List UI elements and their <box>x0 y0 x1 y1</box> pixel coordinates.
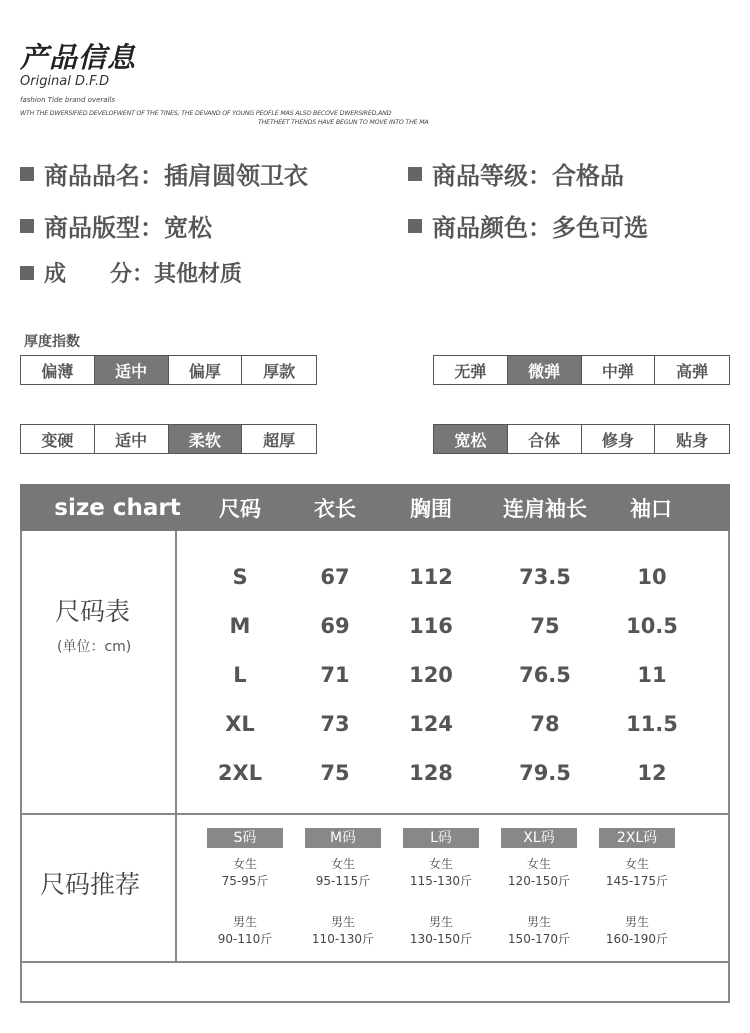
male-label: 男生 <box>624 915 649 929</box>
option-no-stretch: 无弹 <box>434 356 508 384</box>
female-weight-range: 145-175斤 <box>605 874 669 888</box>
table-cell: 79.5 <box>519 761 571 785</box>
table-cell: 69 <box>320 614 350 638</box>
option-slim: 修身 <box>582 425 656 453</box>
table-cell: 124 <box>409 712 453 736</box>
table-cell: 73.5 <box>519 565 571 589</box>
female-weight-range: 120-150斤 <box>507 874 571 888</box>
info-value: 多色可选 <box>552 214 648 242</box>
bullet-square-icon <box>408 167 422 181</box>
column-header-chest: 胸围 <box>410 496 452 521</box>
option-soft: 柔软 <box>169 425 243 453</box>
female-label: 女生 <box>526 857 551 871</box>
option-tight: 贴身 <box>676 430 709 450</box>
table-cell: 11.5 <box>626 712 678 736</box>
size-table-unit: (单位：cm) <box>57 639 132 655</box>
info-value: 插肩圆领卫衣 <box>164 162 308 190</box>
option-moderate: 适中 <box>95 425 169 453</box>
male-label: 男生 <box>428 915 453 929</box>
option-high-stretch: 高弹 <box>676 361 709 381</box>
info-product-grade <box>408 156 624 191</box>
table-cell: XL <box>225 712 255 736</box>
bullet-square-icon <box>408 219 422 233</box>
size-recommend-title: 尺码推荐 <box>40 870 141 899</box>
info-product-name <box>20 156 308 191</box>
info-separator: ： <box>528 214 552 242</box>
option-very-thick: 厚款 <box>263 361 296 381</box>
table-cell: 75 <box>320 761 350 785</box>
table-cell: L <box>233 663 247 687</box>
female-weight-range: 75-95斤 <box>221 874 269 888</box>
male-weight-range: 110-130斤 <box>311 932 375 946</box>
table-cell: 11 <box>637 663 667 687</box>
info-separator: ： <box>132 262 155 287</box>
size-chart-header <box>20 484 730 531</box>
brand-description-line-1: WTH THE DWERSIFIED DEVELOFWENT OF THE TINES, THE DEVAND OF YOUNG PEOFLE MAS ALSO BECOVE DWERSIRED,AND <box>20 110 392 117</box>
option-group-softness <box>20 424 317 454</box>
female-label: 女生 <box>624 857 649 871</box>
size-badge: XL码 <box>501 828 577 848</box>
table-cell: 10 <box>637 565 667 589</box>
size-table-title: 尺码表 <box>55 597 131 626</box>
table-cell: 75 <box>530 614 560 638</box>
info-separator: ： <box>528 162 552 190</box>
male-label: 男生 <box>232 915 257 929</box>
size-badge: 2XL码 <box>599 828 675 848</box>
info-label: 商品版型 <box>44 214 140 242</box>
female-weight-range: 95-115斤 <box>315 874 371 888</box>
table-cell: S <box>232 565 248 589</box>
info-value: 其他材质 <box>154 262 243 287</box>
table-cell: 78 <box>530 712 560 736</box>
female-label: 女生 <box>232 857 257 871</box>
info-label: 商品品名 <box>44 162 140 190</box>
table-cell: 128 <box>409 761 453 785</box>
info-separator: ： <box>140 214 164 242</box>
bullet-square-icon <box>20 266 34 280</box>
brand-description-line-2: THETHEET THENDS HAVE BEGUN TO MOVE INTO THE MA <box>258 119 429 126</box>
bullet-square-icon <box>20 167 34 181</box>
table-cell: 120 <box>409 663 453 687</box>
male-label: 男生 <box>330 915 355 929</box>
female-weight-range: 115-130斤 <box>409 874 473 888</box>
table-cell: 67 <box>320 565 350 589</box>
column-header-cuff: 袖口 <box>630 496 672 521</box>
info-label: 商品颜色 <box>432 214 528 242</box>
table-cell: 116 <box>409 614 453 638</box>
size-badge: S码 <box>207 828 283 848</box>
column-header-sleeve-length: 连肩袖长 <box>503 496 587 521</box>
info-label: 商品等级 <box>432 162 528 190</box>
female-label: 女生 <box>330 857 355 871</box>
info-separator: ： <box>140 162 164 190</box>
option-extra-thick: 超厚 <box>263 430 296 450</box>
male-label: 男生 <box>526 915 551 929</box>
size-chart-label: size chart <box>54 494 181 521</box>
info-label: 成 分 <box>44 262 133 287</box>
male-weight-range: 160-190斤 <box>605 932 669 946</box>
brand-subtitle: Original D.F.D <box>20 74 110 89</box>
option-regular: 合体 <box>508 425 582 453</box>
table-cell: 71 <box>320 663 350 687</box>
table-cell: 112 <box>409 565 453 589</box>
option-slight-stretch: 微弹 <box>508 356 582 384</box>
bullet-square-icon <box>20 219 34 233</box>
option-stiff: 变硬 <box>21 425 95 453</box>
divider <box>175 531 177 961</box>
info-value: 宽松 <box>164 214 212 242</box>
male-weight-range: 90-110斤 <box>217 932 273 946</box>
info-product-color <box>408 208 648 243</box>
info-value: 合格品 <box>552 162 624 190</box>
option-group-thickness <box>20 355 317 385</box>
divider <box>20 813 730 815</box>
option-medium-stretch: 中弹 <box>582 356 656 384</box>
option-thin: 偏薄 <box>21 356 95 384</box>
option-group-fit <box>433 424 730 454</box>
column-header-size: 尺码 <box>219 496 261 521</box>
option-loose: 宽松 <box>434 425 508 453</box>
male-weight-range: 130-150斤 <box>409 932 473 946</box>
table-cell: 10.5 <box>626 614 678 638</box>
size-badge: M码 <box>305 828 381 848</box>
divider <box>20 961 730 963</box>
male-weight-range: 150-170斤 <box>507 932 571 946</box>
option-medium: 适中 <box>95 356 169 384</box>
female-label: 女生 <box>428 857 453 871</box>
table-cell: 76.5 <box>519 663 571 687</box>
table-cell: M <box>229 614 251 638</box>
size-badge: L码 <box>403 828 479 848</box>
column-header-length: 衣长 <box>314 496 356 521</box>
brand-tagline: fashion Tide brand overalls <box>20 96 116 104</box>
table-cell: 73 <box>320 712 350 736</box>
option-thick: 偏厚 <box>169 356 243 384</box>
option-group-elasticity <box>433 355 730 385</box>
info-material <box>20 257 242 288</box>
page-title: 产品信息 <box>20 41 137 74</box>
table-cell: 12 <box>637 761 667 785</box>
info-product-fit <box>20 208 212 243</box>
thickness-label: 厚度指数 <box>24 334 80 350</box>
table-cell: 2XL <box>217 761 263 785</box>
